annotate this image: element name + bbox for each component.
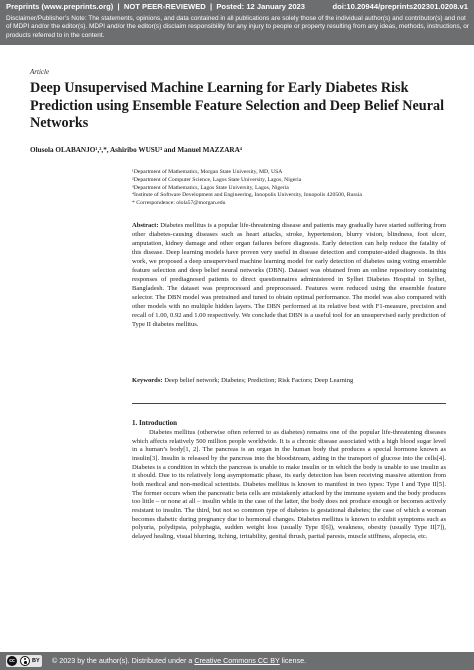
header-row [6,2,468,14]
header-left [6,2,305,11]
cc-by-badge[interactable] [6,655,42,667]
doi-link[interactable]: doi:10.20944/preprints202301.0208.v1 [332,2,468,11]
copyright-notice [52,656,306,665]
license-footer [0,652,474,670]
keywords-label: Keywords: [132,377,163,384]
abstract [132,221,446,329]
license-suffix: license. [279,656,307,665]
section-heading-introduction: 1. Introduction [132,419,177,427]
attribution-icon [20,656,30,666]
copyright-text: © 2023 by the author(s). Distributed under a [52,656,195,665]
header-right [332,2,468,11]
header-separator: | [117,2,120,11]
article-type: Article [30,68,50,76]
posted-date: Posted: 12 January 2023 [216,2,306,11]
review-status: NOT PEER-REVIEWED [123,2,206,11]
affiliation-3: ³Department of Mathematics, Lagos State University, Lagos, Nigeria [132,184,289,191]
keywords-text: Deep belief network; Diabetes; Prediction; Risk Factors; Deep Learning [164,377,354,384]
affiliation-4: ⁴Institute of Software Development and Engineering, Innopolis University, Innopolis 420500, Russia [132,192,362,199]
abstract-label: Abstract: [132,222,159,229]
correspondence: * Correspondence: olola57@morgan.edu [132,200,226,207]
cc-icon: cc [7,656,17,666]
section-divider [132,403,446,404]
affiliation-1: ¹Department of Mathematics, Morgan State University, MD, USA [132,169,283,175]
keywords [132,376,446,385]
preprint-header-bar [0,0,474,45]
disclaimer-text: Disclaimer/Publisher’s Note: The statements, opinions, and data contained in all publications are solely those of the individual author(s) and contributor(s) and not of MDPI and/or the editor(s). MDPI and/or the editor(s) disclaim responsibility for any injury to people or property resulting from any ideas, methods, instructions, or products referred to in the content. [6,15,469,39]
license-link[interactable]: Creative Commons CC BY [194,656,280,665]
affiliations [132,169,452,208]
abstract-text: Diabetes mellitus is a popular life-threatening disease and patients may gradually have started suffering from other diabetes-causing diseases such as heart attacks, stroke, hypertension, blurry vision, blindness, foot ulcer, amputation, kidney damage and other organ failures before diagnosis. Early detection can help reduce the fatality of this disease. Deep learning models have proven very useful in disease detection and computer-aided diagnosis. In this work, we proposed a deep unsupervised machine learning model for early detection of diabetes using voting ensemble feature selection and deep belief neural networks (DBN). Dataset was obtained from an online repository containing responses of prediagnosed patients to direct questionnaires administered in Sylhet Diabetes Hospital in Sylhet, Bangladesh. The dataset was preprocessed and preprocessed. Features were reduced using the ensemble feature selector. The DBN model was pretrained and tuned to obtain optimal performance. The model was also compared with other models with no multiple hidden layers. The DBN performed at its relative best with F1-measure, precision and recall of 1.00, 0.92 and 1.00 respectively. We conclude that DBN is a useful tool for an unsupervised early prediction of Type II diabetes mellitus. [132,222,446,328]
header-separator-2: | [210,2,213,11]
affiliation-2: ²Department of Computer Science, Lagos State University, Lagos, Nigeria [132,176,302,183]
preprints-site-link[interactable]: Preprints (www.preprints.org) [6,2,114,11]
introduction-paragraph: Diabetes mellitus (otherwise often referred to as diabetes) remains one of the popular life-threatening diseases which affects relatively 500 million people worldwide. It is a chronic disease associated with a high blood sugar level in a human’s body[1, 2]. The pancreas is an organ in the human body that produces a special hormone known as insulin[3]. Insulin is released by the pancreas into the bloodstream, aiding in the transport of glucose into the cells[4]. Diabetes is a condition in which the pancreas is unable to make insulin or in which the body is unable to use insulin as it should. Due to its relatively long asymptomatic phase, its early detection has been receiving massive attention from both medical and non-medical scientists. Diabetes mellitus is known to manifest in two types: Type I and Type II[5]. The former occurs when the pancreatic beta cells are mistakenly attacked by the immune system and the body produces too little – or none at all – insulin while in the case of the latter, the body does not produce enough or becomes actively resistant to insulin. The third, but not so common type of diabetes is gestational diabetes; the case of which a woman becomes diabetic during pregnancy due to hormonal changes. Diabetes mellitus is known to exhibit symptoms such as polyuria, polydipsia, polyphagia, sudden weight loss (usually Type I[6]), weakness, obesity (usually Type II[7]), delayed healing, visual blurring, itching, irritability, genital thrush, partial paresis, muscle stiffness, alopecia, etc. [132,429,446,540]
paper-title: Deep Unsupervised Machine Learning for Early Diabetes Risk Prediction using Ensemble Feature Selection and Deep Belief Neural Networks [30,80,445,131]
author-list: Olusola OLABANJO¹,²,*, Ashiribo WUSU³ and Manuel MAZZARA⁴ [30,146,242,154]
cc-by-label: BY [32,658,40,664]
